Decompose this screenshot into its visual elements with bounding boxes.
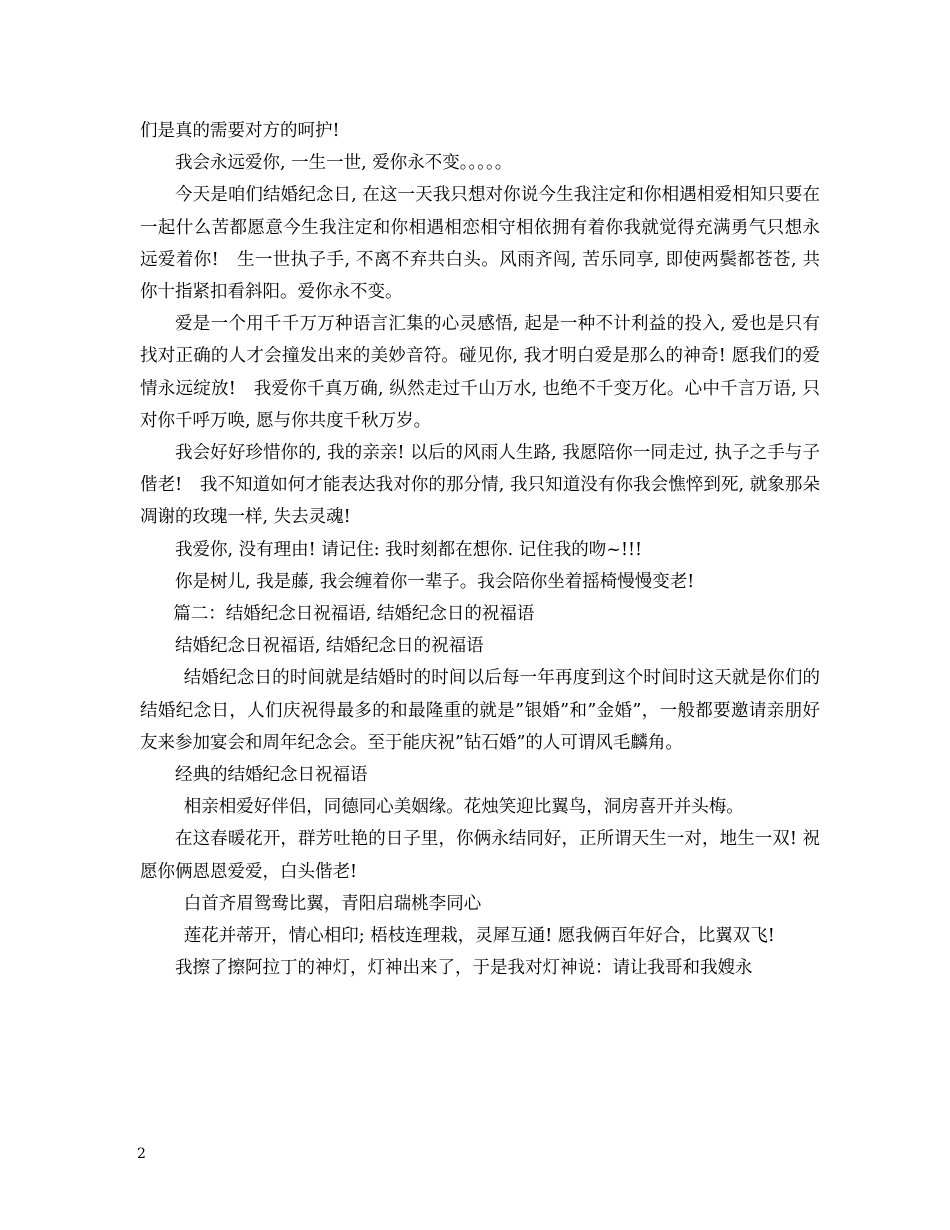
paragraph: 我会好好珍惜你的, 我的亲亲! 以后的风雨人生路, 我愿陪你一同走过, 执子之手与子偕老! 我不知道如何才能表达我对你的那分情, 我只知道没有你我会憔悴到死, 就象那朵凋谢的玫瑰一样, 失去灵魂! — [140, 443, 820, 528]
paragraph: 你是树儿, 我是藤, 我会缠着你一辈子。我会陪你坐着摇椅慢慢变老! — [175, 571, 695, 592]
paragraph: 在这春暖花开，群芳吐艳的日子里，你俩永结同好，正所谓天生一对，地生一双! 祝愿你俩恩恩爱爱，白头偕老! — [140, 829, 820, 882]
paragraph: 们是真的需要对方的呵护! — [140, 121, 340, 141]
paragraph: 我擦了擦阿拉丁的神灯，灯神出来了，于是我对灯神说：请让我哥和我嫂永 — [175, 958, 753, 979]
paragraph: 结婚纪念日的时间就是结婚时的时间以后每一年再度到这个时间时这天就是你们的结婚纪念日，人们庆祝得最多的和最隆重的就是”银婚”和”金婚”，一般都要邀请亲朋好友来参加宴会和周年纪念会。至于能庆祝”钻石婚”的人可谓风毛麟角。 — [140, 668, 820, 753]
paragraph: 篇二：结婚纪念日祝福语, 结婚纪念日的祝福语 — [173, 604, 535, 625]
paragraph: 经典的结婚纪念日祝福语 — [175, 765, 368, 786]
paragraph: 莲花并蒂开，情心相印; 梧枝连理栽，灵犀互通! 愿我俩百年好合，比翼双飞! — [183, 926, 775, 947]
paragraph: 今天是咱们结婚纪念日, 在这一天我只想对你说今生我注定和你相遇相爱相知只要在一起什么苦都愿意今生我注定和你相遇相恋相守相依拥有着你我就觉得充满勇气只想永远爱着你! 生一世执子手, 不离不弃共白头。风雨齐闯, 苦乐同享, 即使两鬓都苍苍, 共你十指紧扣看斜阳。爱你永不变。 — [140, 185, 820, 303]
paragraph: 我爱你, 没有理由! 请记住: 我时刻都在想你. 记住我的吻~!!! — [175, 539, 643, 560]
paragraph: 白首齐眉鸳鸯比翼，青阳启瑞桃李同心 — [183, 893, 482, 914]
paragraph: 我会永远爱你, 一生一世, 爱你永不变。。。。。 — [175, 153, 513, 174]
paragraph: 相亲相爱好伴侣，同德同心美姻缘。花烛笑迎比翼鸟，洞房喜开并头梅。 — [183, 797, 744, 818]
document-body — [140, 115, 820, 984]
paragraph: 结婚纪念日祝福语, 结婚纪念日的祝福语 — [175, 636, 484, 657]
page-number: 2 — [137, 1146, 146, 1162]
paragraph: 爱是一个用千千万万种语言汇集的心灵感悟, 起是一种不计利益的投入, 爱也是只有找对正确的人才会撞发出来的美妙音符。碰见你, 我才明白爱是那么的神奇! 愿我们的爱情永远绽放! 我爱你千真万确, 纵然走过千山万水, 也绝不千变万化。心中千言万语, 只对你千呼万唤, 愿与你共度千秋万岁。 — [140, 314, 820, 431]
